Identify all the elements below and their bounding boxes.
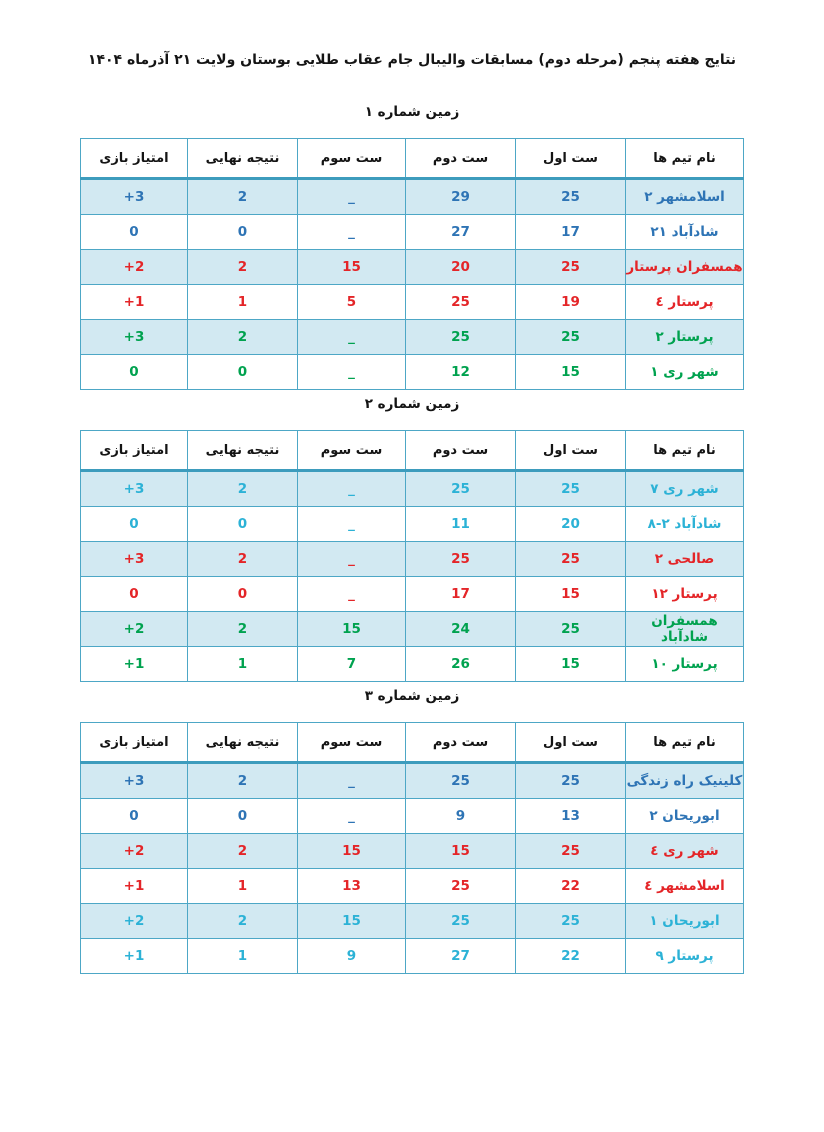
table-row bbox=[81, 904, 744, 939]
game-points-cell: +2 bbox=[81, 834, 188, 869]
team-name-cell: پرستار ۹ bbox=[626, 939, 744, 974]
final-result-cell: 1 bbox=[188, 869, 298, 904]
set1-score-cell: 20 bbox=[516, 507, 626, 542]
page-title: نتایج هفته پنجم (مرحله دوم) مسابقات والیبال جام عقاب طلایی بوستان ولایت ۲۱ آذرماه ۱۴۰۴ bbox=[87, 52, 737, 68]
set2-score-cell: 25 bbox=[406, 320, 516, 355]
team-name-cell: پرستار ۱۰ bbox=[626, 647, 744, 682]
set3-score-cell: _ bbox=[298, 763, 406, 799]
set2-score-cell: 27 bbox=[406, 215, 516, 250]
set1-score-cell: 25 bbox=[516, 250, 626, 285]
final-result-cell: 0 bbox=[188, 215, 298, 250]
game-points-cell: 0 bbox=[81, 355, 188, 390]
team-name-cell: صالحی ۲ bbox=[626, 542, 744, 577]
game-points-cell: +3 bbox=[81, 471, 188, 507]
game-points-cell: +1 bbox=[81, 869, 188, 904]
set1-score-cell: 25 bbox=[516, 612, 626, 647]
set2-score-cell: 17 bbox=[406, 577, 516, 612]
final-result-cell: 0 bbox=[188, 577, 298, 612]
set1-score-cell: 13 bbox=[516, 799, 626, 834]
column-header: نتیجه نهایی bbox=[188, 723, 298, 763]
set3-score-cell: _ bbox=[298, 179, 406, 215]
column-header: نام تیم ها bbox=[626, 723, 744, 763]
team-name-cell: پرستار ٤ bbox=[626, 285, 744, 320]
set2-score-cell: 29 bbox=[406, 179, 516, 215]
column-header: امتیاز بازی bbox=[81, 139, 188, 179]
table-row bbox=[81, 320, 744, 355]
set2-score-cell: 25 bbox=[406, 763, 516, 799]
game-points-cell: +1 bbox=[81, 939, 188, 974]
set2-score-cell: 27 bbox=[406, 939, 516, 974]
team-name-cell: همسفران پرستار bbox=[626, 250, 744, 285]
column-header: ست اول bbox=[516, 723, 626, 763]
set2-score-cell: 20 bbox=[406, 250, 516, 285]
column-header: نام تیم ها bbox=[626, 431, 744, 471]
table-row bbox=[81, 612, 744, 647]
set1-score-cell: 19 bbox=[516, 285, 626, 320]
game-points-cell: +3 bbox=[81, 542, 188, 577]
final-result-cell: 0 bbox=[188, 355, 298, 390]
game-points-cell: +2 bbox=[81, 904, 188, 939]
set3-score-cell: _ bbox=[298, 471, 406, 507]
team-name-cell: اسلامشهر ۲ bbox=[626, 179, 744, 215]
final-result-cell: 2 bbox=[188, 612, 298, 647]
table-row bbox=[81, 285, 744, 320]
column-header: ست اول bbox=[516, 139, 626, 179]
final-result-cell: 2 bbox=[188, 904, 298, 939]
game-points-cell: 0 bbox=[81, 577, 188, 612]
set1-score-cell: 15 bbox=[516, 647, 626, 682]
game-points-cell: +2 bbox=[81, 612, 188, 647]
column-header: نام تیم ها bbox=[626, 139, 744, 179]
header-row bbox=[81, 723, 744, 763]
set2-score-cell: 24 bbox=[406, 612, 516, 647]
column-header: امتیاز بازی bbox=[81, 723, 188, 763]
set2-score-cell: 9 bbox=[406, 799, 516, 834]
set1-score-cell: 25 bbox=[516, 471, 626, 507]
set2-score-cell: 25 bbox=[406, 542, 516, 577]
game-points-cell: 0 bbox=[81, 507, 188, 542]
column-header: ست اول bbox=[516, 431, 626, 471]
results-table-3 bbox=[80, 722, 744, 974]
game-points-cell: +3 bbox=[81, 763, 188, 799]
table-row bbox=[81, 869, 744, 904]
set2-score-cell: 25 bbox=[406, 904, 516, 939]
final-result-cell: 2 bbox=[188, 471, 298, 507]
game-points-cell: +1 bbox=[81, 285, 188, 320]
set3-score-cell: 13 bbox=[298, 869, 406, 904]
team-name-cell: پرستار ۲ bbox=[626, 320, 744, 355]
table-row bbox=[81, 215, 744, 250]
game-points-cell: 0 bbox=[81, 799, 188, 834]
field-section bbox=[0, 104, 824, 390]
set3-score-cell: 15 bbox=[298, 612, 406, 647]
final-result-cell: 2 bbox=[188, 763, 298, 799]
set3-score-cell: _ bbox=[298, 355, 406, 390]
set2-score-cell: 25 bbox=[406, 285, 516, 320]
set1-score-cell: 25 bbox=[516, 834, 626, 869]
set1-score-cell: 25 bbox=[516, 320, 626, 355]
set1-score-cell: 25 bbox=[516, 904, 626, 939]
game-points-cell: +2 bbox=[81, 250, 188, 285]
field-section-label: زمین شماره ۲ bbox=[364, 396, 460, 412]
set1-score-cell: 15 bbox=[516, 577, 626, 612]
field-section-label: زمین شماره ۳ bbox=[364, 688, 460, 704]
set3-score-cell: 7 bbox=[298, 647, 406, 682]
set2-score-cell: 26 bbox=[406, 647, 516, 682]
table-row bbox=[81, 834, 744, 869]
set2-score-cell: 11 bbox=[406, 507, 516, 542]
field-section bbox=[0, 396, 824, 682]
team-name-cell: ابوریحان ۱ bbox=[626, 904, 744, 939]
set3-score-cell: _ bbox=[298, 507, 406, 542]
set1-score-cell: 15 bbox=[516, 355, 626, 390]
column-header: ست دوم bbox=[406, 431, 516, 471]
final-result-cell: 2 bbox=[188, 320, 298, 355]
table-row bbox=[81, 542, 744, 577]
team-name-cell: شهر ری ۷ bbox=[626, 471, 744, 507]
set2-score-cell: 25 bbox=[406, 471, 516, 507]
game-points-cell: +3 bbox=[81, 179, 188, 215]
team-name-cell: همسفران شادآباد bbox=[626, 612, 744, 647]
results-table-2 bbox=[80, 430, 744, 682]
set3-score-cell: _ bbox=[298, 320, 406, 355]
field-section-label: زمین شماره ۱ bbox=[364, 104, 460, 120]
game-points-cell: +3 bbox=[81, 320, 188, 355]
header-row bbox=[81, 139, 744, 179]
set2-score-cell: 25 bbox=[406, 869, 516, 904]
table-row bbox=[81, 763, 744, 799]
document-page bbox=[0, 52, 824, 1132]
column-header: نتیجه نهایی bbox=[188, 431, 298, 471]
table-row bbox=[81, 355, 744, 390]
set3-score-cell: 15 bbox=[298, 904, 406, 939]
final-result-cell: 2 bbox=[188, 250, 298, 285]
column-header: ست دوم bbox=[406, 139, 516, 179]
set1-score-cell: 25 bbox=[516, 542, 626, 577]
final-result-cell: 1 bbox=[188, 285, 298, 320]
set3-score-cell: 15 bbox=[298, 834, 406, 869]
column-header: ست دوم bbox=[406, 723, 516, 763]
set1-score-cell: 25 bbox=[516, 763, 626, 799]
table-row bbox=[81, 179, 744, 215]
field-section bbox=[0, 688, 824, 974]
table-row bbox=[81, 647, 744, 682]
team-name-cell: اسلامشهر ٤ bbox=[626, 869, 744, 904]
column-header: امتیاز بازی bbox=[81, 431, 188, 471]
set1-score-cell: 17 bbox=[516, 215, 626, 250]
set2-score-cell: 12 bbox=[406, 355, 516, 390]
set3-score-cell: 15 bbox=[298, 250, 406, 285]
table-row bbox=[81, 250, 744, 285]
table-row bbox=[81, 471, 744, 507]
set3-score-cell: _ bbox=[298, 215, 406, 250]
team-name-cell: شهر ری ٤ bbox=[626, 834, 744, 869]
final-result-cell: 2 bbox=[188, 542, 298, 577]
results-table-1 bbox=[80, 138, 744, 390]
set3-score-cell: _ bbox=[298, 577, 406, 612]
final-result-cell: 1 bbox=[188, 647, 298, 682]
table-row bbox=[81, 577, 744, 612]
column-header: نتیجه نهایی bbox=[188, 139, 298, 179]
final-result-cell: 2 bbox=[188, 179, 298, 215]
final-result-cell: 0 bbox=[188, 799, 298, 834]
table-row bbox=[81, 939, 744, 974]
final-result-cell: 1 bbox=[188, 939, 298, 974]
set2-score-cell: 15 bbox=[406, 834, 516, 869]
set1-score-cell: 22 bbox=[516, 939, 626, 974]
set1-score-cell: 25 bbox=[516, 179, 626, 215]
team-name-cell: ابوریحان ۲ bbox=[626, 799, 744, 834]
set3-score-cell: _ bbox=[298, 799, 406, 834]
table-row bbox=[81, 507, 744, 542]
set3-score-cell: _ bbox=[298, 542, 406, 577]
header-row bbox=[81, 431, 744, 471]
final-result-cell: 0 bbox=[188, 507, 298, 542]
set3-score-cell: 9 bbox=[298, 939, 406, 974]
team-name-cell: شادآباد ۲۱ bbox=[626, 215, 744, 250]
set3-score-cell: 5 bbox=[298, 285, 406, 320]
column-header: ست سوم bbox=[298, 723, 406, 763]
tables-area bbox=[0, 104, 824, 974]
table-row bbox=[81, 799, 744, 834]
game-points-cell: 0 bbox=[81, 215, 188, 250]
team-name-cell: پرستار ۱۲ bbox=[626, 577, 744, 612]
set1-score-cell: 22 bbox=[516, 869, 626, 904]
team-name-cell: کلینیک راه زندگی bbox=[626, 763, 744, 799]
final-result-cell: 2 bbox=[188, 834, 298, 869]
team-name-cell: شهر ری ۱ bbox=[626, 355, 744, 390]
team-name-cell: شادآباد ۲-۸ bbox=[626, 507, 744, 542]
column-header: ست سوم bbox=[298, 431, 406, 471]
column-header: ست سوم bbox=[298, 139, 406, 179]
game-points-cell: +1 bbox=[81, 647, 188, 682]
